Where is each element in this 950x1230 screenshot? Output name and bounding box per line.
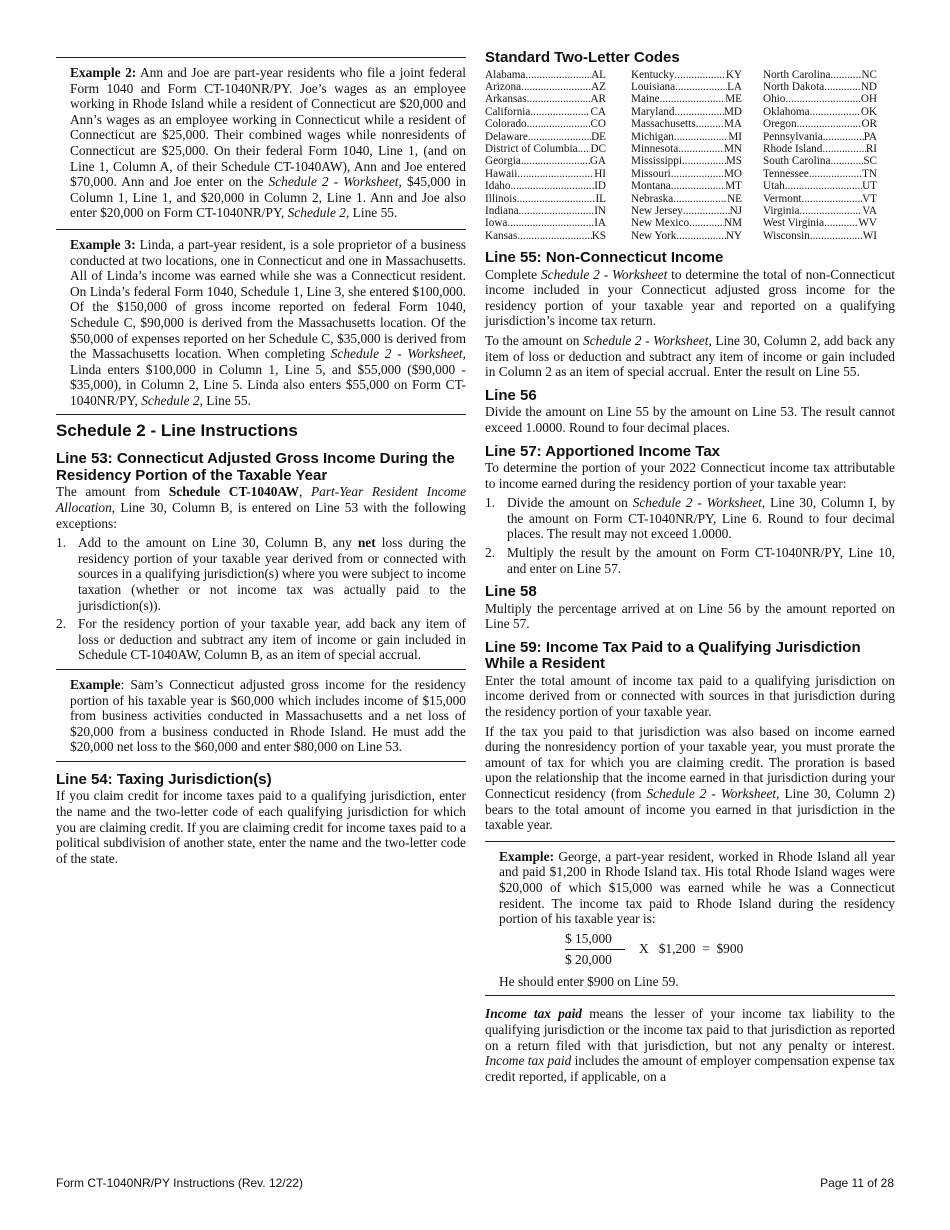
state-code-row: [763, 205, 877, 217]
example-2-text: Example 2: Ann and Joe are part-year residents who file a joint federal Form 1040 and Form CT-1040NR/PY. Joe’s wages as an employee working in Rhode Island while a resident of Connecticut are $20,000 and Ann’s wages as an employee working in Connecticut while a resident of Connecticut are $25,000. Their combined wages while nonresidents of Connecticut are $25,000. On their federal Form 1040, Line 1, (and on Line 1, Column A, of their Schedule CT-1040AW), Ann and Joe entered $70,000. Ann and Joe enter on the Schedule 2 - Worksheet, $45,000 in Column 1, Line 1, and $20,000 in Column 2, Line 1. Ann and Joe also enter $20,000 on Form CT-1040NR/PY, Schedule 2, Line 55.: [70, 65, 467, 221]
state-name: Georgia: [485, 155, 521, 168]
state-code-row: [763, 118, 877, 130]
line-57-heading: Line 57: Apportioned Income Tax: [485, 442, 721, 460]
state-name: Illinois: [485, 192, 517, 205]
state-code: GA: [589, 155, 606, 168]
state-name: Louisiana: [631, 80, 676, 93]
state-name: Utah: [763, 180, 785, 193]
state-name: Iowa: [485, 217, 508, 230]
line-59-text-1: Enter the total amount of income tax paid to a qualifying jurisdiction on income derived from or connected with sources in that jurisdiction during the residency portion of your taxable year.: [485, 672, 895, 720]
line-59-heading: Line 59: Income Tax Paid to a Qualifying Jurisdiction While a Resident: [485, 638, 861, 673]
state-code: KY: [725, 68, 742, 81]
state-code-row: [763, 230, 877, 242]
state-code: ME: [725, 93, 742, 106]
state-name: Virginia: [763, 204, 800, 217]
state-code-row: [763, 93, 877, 105]
line-54-heading: Line 54: Taxing Jurisdiction(s): [56, 770, 272, 788]
state-name: Delaware: [485, 130, 528, 143]
state-name: New Mexico: [631, 217, 690, 230]
codes-heading: Standard Two-Letter Codes: [485, 49, 680, 66]
state-code-row: [631, 143, 742, 155]
left-column: [56, 57, 466, 866]
state-code: DC: [590, 142, 606, 155]
state-name: Wisconsin: [763, 229, 810, 242]
line-57-text: To determine the portion of your 2022 Connecticut income tax attributable to income earned during the residency portion of your taxable year:: [485, 460, 895, 491]
state-name: West Virginia: [763, 217, 825, 230]
state-code-row: [485, 180, 606, 192]
state-code-row: [763, 180, 877, 192]
state-code: OR: [861, 118, 877, 131]
state-code-row: [763, 217, 877, 229]
state-code-row: [631, 131, 742, 143]
formula-numerator: $ 15,000: [565, 931, 625, 950]
state-code: MD: [723, 105, 742, 118]
state-code: NC: [861, 68, 877, 81]
state-code-row: [631, 118, 742, 130]
example-sam-box: [56, 669, 466, 762]
state-code: WI: [862, 229, 877, 242]
state-code-row: [631, 69, 742, 81]
state-code-row: [631, 168, 742, 180]
state-code: AR: [590, 93, 606, 106]
state-name: New York: [631, 229, 677, 242]
state-code: MO: [723, 167, 742, 180]
footer-page-number: Page 11 of 28: [820, 1176, 894, 1190]
right-column: [485, 50, 895, 1084]
state-name: Hawaii: [485, 167, 518, 180]
state-code-row: [485, 93, 606, 105]
line-55-heading: Line 55: Non-Connecticut Income: [485, 249, 724, 267]
state-code-row: [631, 205, 742, 217]
state-code-row: [763, 69, 877, 81]
state-code: ND: [860, 80, 877, 93]
line-59-text-2: If the tax you paid to that jurisdiction was also based on income earned during the nonresidency portion of your taxable year, you must prorate the amount of tax for which you are claiming credit. The proration is based upon the relationship that the income earned in that jurisdiction during your Connecticut residency (from Schedule 2 - Worksheet, Line 30, Column 2) bears to the total amount of income you earned in that jurisdiction in the taxable year.: [485, 723, 895, 833]
state-name: Maryland: [631, 105, 675, 118]
state-code-row: [763, 168, 877, 180]
line-56-heading: Line 56: [485, 386, 537, 404]
codes-column-2: [631, 69, 742, 243]
state-code: NJ: [729, 204, 742, 217]
state-code-row: [485, 81, 606, 93]
state-name: New Jersey: [631, 204, 683, 217]
state-code: AL: [591, 68, 606, 81]
state-name: Arkansas: [485, 93, 527, 106]
state-name: Maine: [631, 93, 660, 106]
example-george-conclusion: He should enter $900 on Line 59.: [499, 973, 679, 989]
state-code-row: [485, 205, 606, 217]
state-code: VT: [862, 192, 877, 205]
state-code-row: [485, 230, 606, 242]
state-name: Alabama: [485, 68, 526, 81]
schedule-2-heading: Schedule 2 - Line Instructions: [56, 421, 298, 441]
line-58-heading: Line 58: [485, 583, 537, 601]
state-name: Tennessee: [763, 167, 809, 180]
state-code: HI: [594, 167, 606, 180]
list-item: 2. For the residency portion of your taxable year, add back any item of loss or deduction and subtract any item of income or gain included in Schedule CT-1040AW, Column B, as an item of special accrual.: [56, 616, 466, 663]
state-code-row: [485, 217, 606, 229]
state-code-row: [631, 81, 742, 93]
line-53-intro: The amount from Schedule CT-1040AW, Part-Year Resident Income Allocation, Line 30, Column B, is entered on Line 53 with the following exceptions:: [56, 484, 467, 531]
state-name: Nebraska: [631, 192, 674, 205]
state-name: Missouri: [631, 167, 671, 180]
state-code: MS: [725, 155, 742, 168]
line-58-text: Multiply the percentage arrived at on Line 56 by the amount reported on Line 57.: [485, 600, 895, 632]
state-code-row: [485, 155, 606, 167]
state-code: KS: [591, 229, 606, 242]
codes-column-3: [763, 69, 877, 243]
state-code: AZ: [591, 80, 606, 93]
state-code-row: [763, 131, 877, 143]
formula-result: X $1,200 = $900: [639, 941, 744, 957]
list-item: 2. Multiply the result by the amount on Form CT-1040NR/PY, Line 10, and enter on Line 57.: [485, 545, 895, 576]
state-name: Michigan: [631, 130, 674, 143]
state-code-row: [631, 230, 742, 242]
state-code-row: [631, 217, 742, 229]
example-sam-text: Example: Sam’s Connecticut adjusted gross income for the residency portion of his taxable year is $60,000 which includes income of $15,000 from business activities conducted in Massachusetts and a net loss of $20,000 from a business conducted in Rhode Island. He must add the $20,000 net loss to the $60,000 and enter $80,000 on Line 53.: [70, 677, 466, 755]
state-code: DE: [591, 130, 606, 143]
state-code: VA: [862, 204, 877, 217]
income-tax-paid-text: Income tax paid means the lesser of your income tax liability to the qualifying jurisdiction or the income tax paid to that jurisdiction as reported on a return filed with that jurisdiction, but not any penalty or interest. Income tax paid includes the amount of employer compensation expense tax credit reported, if applicable, on a: [485, 1006, 895, 1084]
state-code: TN: [862, 167, 877, 180]
state-code: MA: [723, 118, 742, 131]
formula-denominator: $ 20,000: [565, 951, 612, 967]
state-code: MI: [728, 130, 742, 143]
state-name: Mississippi: [631, 155, 682, 168]
state-name: North Carolina: [763, 68, 831, 81]
state-name: California: [485, 105, 531, 118]
footer-form-title: Form CT-1040NR/PY Instructions (Rev. 12/22): [56, 1176, 303, 1190]
state-name: District of Columbia: [485, 142, 578, 155]
state-code: MN: [723, 142, 742, 155]
state-name: Kentucky: [631, 68, 675, 81]
line-53-heading: Line 53: Connecticut Adjusted Gross Income During the Residency Portion of the Taxable Year: [56, 450, 455, 484]
state-name: Vermont: [763, 192, 802, 205]
state-code-row: [763, 155, 877, 167]
state-name: Indiana: [485, 204, 519, 217]
example-george-box: [485, 841, 895, 997]
state-name: Minnesota: [631, 142, 679, 155]
state-code-row: [485, 168, 606, 180]
state-code-row: [763, 143, 877, 155]
state-name: Ohio: [763, 93, 786, 106]
state-name: Rhode Island: [763, 142, 823, 155]
state-code: CO: [590, 118, 606, 131]
state-name: Idaho: [485, 180, 511, 193]
line-57-list: [485, 495, 895, 576]
state-name: Arizona: [485, 80, 522, 93]
state-code-row: [763, 81, 877, 93]
state-code: IA: [594, 217, 606, 230]
state-code: NM: [723, 217, 742, 230]
state-code-row: [485, 193, 606, 205]
line-55-text-1: Complete Schedule 2 - Worksheet to determine the total of non-Connecticut income included in your Connecticut adjusted gross income for the residency portion of your taxable year and reported on a qualifying jurisdiction’s income tax return.: [485, 266, 895, 329]
state-name: Montana: [631, 180, 671, 193]
state-code: OK: [860, 105, 877, 118]
state-code-row: [763, 193, 877, 205]
state-code: WV: [858, 217, 877, 230]
state-code-row: [485, 143, 606, 155]
state-code-row: [631, 180, 742, 192]
state-code: PA: [863, 130, 877, 143]
example-3-text: Example 3: Linda, a part-year resident, is a sole proprietor of a business conducted at two locations, one in Connecticut and one in Massachusetts. All of Linda’s income was earned while she was a Connecticut resident. On Linda’s federal Form 1040, Schedule 1, Line 3, she entered $100,000. Of the $150,000 of gross income reported on federal Form 1040, Schedule C, $90,000 is derived from the Massachusetts location. Of the $50,000 of expenses reported on her Schedule C, $35,000 is derived from the Massachusetts location. When completing Schedule 2 - Worksheet, Linda enters $100,000 in Column 1, Line 5, and $55,000 ($90,000 - $35,000), in Column 2, Line 5. Linda also enters $55,000 on Form CT-1040NR/PY, Schedule 2, Line 55.: [70, 236, 467, 408]
state-name: Oregon: [763, 118, 797, 131]
line-54-text: If you claim credit for income taxes paid to a qualifying jurisdiction, enter the name and the two-letter code of each qualifying jurisdiction for which you are claiming credit. If you are claiming credit for income taxes paid to a political subdivision of another state, enter the name and the two-letter code of the state.: [56, 788, 466, 866]
state-code-row: [485, 69, 606, 81]
state-codes-table: [485, 69, 895, 243]
state-name: Massachusetts: [631, 118, 696, 131]
state-code: SC: [863, 155, 877, 168]
list-item: 1. Add to the amount on Line 30, Column B, any net loss during the residency portion of your taxable year derived from or connected with sources in a qualifying jurisdiction(s) where you were subject to income taxation (whether or not income tax was actually paid to the jurisdiction(s)).: [56, 535, 467, 613]
list-item: 1. Divide the amount on Schedule 2 - Worksheet, Line 30, Column I, by the amount on Form CT-1040NR/PY, Line 6. Round to four decimal places. The result may not exceed 1.0000.: [485, 495, 895, 542]
state-code: IN: [594, 204, 606, 217]
state-name: North Dakota: [763, 80, 825, 93]
state-name: South Carolina: [763, 155, 831, 168]
example-george-text: Example: George, a part-year resident, worked in Rhode Island all year and paid $1,200 in Rhode Island tax. His total Rhode Island wages were $20,000 of which $15,000 was earned while he was a Connecticut resident. The income tax paid to Rhode Island during the residency portion of his taxable year is:: [499, 848, 895, 927]
state-code-row: [763, 106, 877, 118]
state-code: IL: [595, 192, 606, 205]
state-code-row: [631, 155, 742, 167]
state-code-row: [631, 93, 742, 105]
state-name: Kansas: [485, 229, 518, 242]
state-code: UT: [862, 180, 877, 193]
state-name: Pennsylvania: [763, 130, 823, 143]
state-name: Colorado: [485, 118, 527, 131]
state-code-row: [631, 193, 742, 205]
state-code-row: [485, 131, 606, 143]
example-2-box: [56, 57, 466, 229]
state-code: RI: [865, 142, 877, 155]
line-53-list: [56, 535, 466, 663]
line-56-text: Divide the amount on Line 55 by the amount on Line 53. The result cannot exceed 1.0000. Round to four decimal places.: [485, 404, 895, 435]
state-code-row: [485, 118, 606, 130]
proration-formula: [565, 931, 895, 968]
state-name: Oklahoma: [763, 105, 810, 118]
codes-column-1: [485, 69, 606, 243]
state-code: NE: [727, 192, 742, 205]
example-3-box: [56, 229, 466, 416]
state-code: MT: [725, 180, 742, 193]
line-55-text-2: To the amount on Schedule 2 - Worksheet, Line 30, Column 2, add back any item of loss or deduction and subtract any item of income or gain included in Column 2 as an item of special accrual. Enter the result on Line 55.: [485, 333, 895, 380]
state-code-row: [631, 106, 742, 118]
state-code: CA: [590, 105, 606, 118]
state-code: LA: [727, 80, 742, 93]
state-code: OH: [860, 93, 877, 106]
state-code-row: [485, 106, 606, 118]
state-code: NY: [725, 229, 742, 242]
state-code: ID: [594, 180, 606, 193]
